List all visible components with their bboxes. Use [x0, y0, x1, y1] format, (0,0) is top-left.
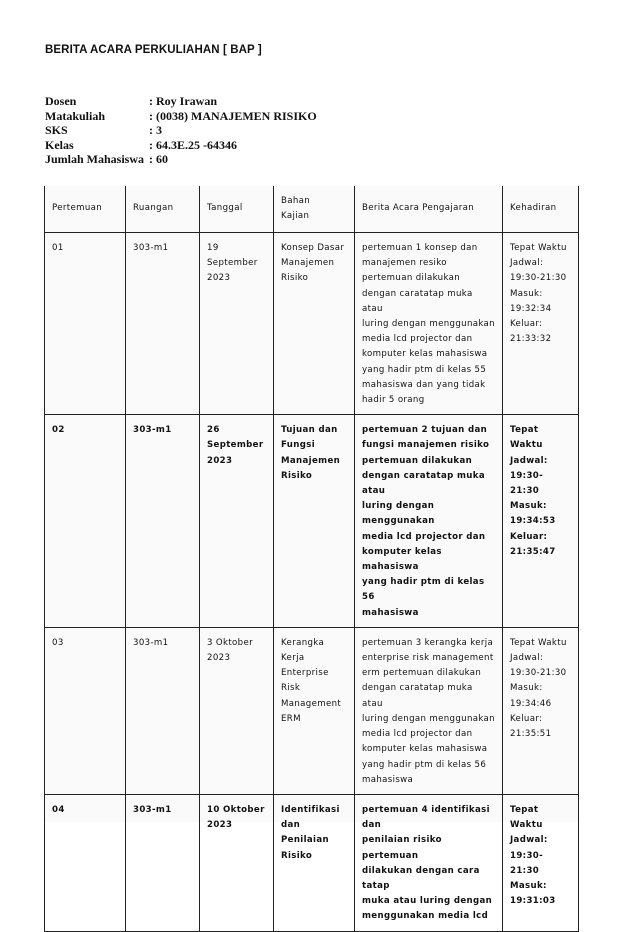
- table-row: [45, 794, 579, 931]
- cell-tanggal: 3 Oktober 2023: [200, 627, 274, 794]
- cell-berita-acara: pertemuan 4 identifikasi dan penilaian risiko pertemuan dilakukan dengan cara tatap muka atau luring dengan menggunakan media lcd: [355, 794, 503, 931]
- document-title: BERITA ACARA PERKULIAHAN [ BAP ]: [45, 44, 262, 56]
- info-row-sks: [45, 123, 317, 138]
- info-key: SKS: [45, 123, 68, 138]
- cell-tanggal: 10 Oktober 2023: [200, 794, 274, 931]
- cell-berita-acara: pertemuan 3 kerangka kerja enterprise risk management erm pertemuan dilakukan dengan caratatap muka atau luring dengan menggunakan media lcd projector dan komputer kelas mahasiswa yang hadir ptm di kelas 56 mahasiswa: [355, 627, 503, 794]
- table-row: [45, 627, 579, 794]
- info-key: Matakuliah: [45, 108, 106, 123]
- cell-berita-acara: pertemuan 2 tujuan dan fungsi manajemen risiko pertemuan dilakukan dengan caratatap muka atau luring dengan menggunakan media lcd projector dan komputer kelas mahasiswa yang hadir ptm di kelas 56 mahasiswa: [355, 415, 503, 628]
- attendance-table-container: [44, 186, 578, 922]
- info-row-jumlah-mahasiswa: [45, 152, 317, 167]
- info-key: Dosen: [45, 94, 77, 108]
- info-value: : 3: [149, 123, 162, 138]
- attendance-table: [44, 186, 579, 932]
- cell-kehadiran: Tepat Waktu Jadwal: 19:30-21:30 Masuk: 19:31:03: [503, 794, 579, 931]
- header-kehadiran: Kehadiran: [503, 186, 579, 233]
- cell-ruangan: 303-m1: [126, 415, 200, 628]
- course-info: [45, 94, 317, 167]
- info-row-kelas: [45, 138, 317, 153]
- info-row-matakuliah: [45, 109, 317, 124]
- header-tanggal: Tanggal: [200, 186, 274, 233]
- cell-ruangan: 303-m1: [126, 794, 200, 931]
- info-row-dosen: [45, 94, 317, 109]
- table-header-row: [45, 186, 579, 233]
- header-berita-acara: Berita Acara Pengajaran: [355, 186, 503, 233]
- info-value: : 64.3E.25 -64346: [149, 137, 237, 152]
- info-value: : Roy Irawan: [149, 94, 217, 108]
- cell-kehadiran: Tepat Waktu Jadwal: 19:30-21:30 Masuk: 19:34:53 Keluar: 21:35:47: [503, 415, 579, 628]
- cell-bahan-kajian: Identifikasi dan Penilaian Risiko: [274, 794, 355, 931]
- header-pertemuan: Pertemuan: [45, 186, 126, 233]
- cell-pertemuan: 01: [45, 233, 126, 415]
- cell-tanggal: 19 September 2023: [200, 233, 274, 415]
- cell-berita-acara: pertemuan 1 konsep dan manajemen resiko pertemuan dilakukan dengan caratatap muka atau luring dengan menggunakan media lcd projector dan komputer kelas mahasiswa yang hadir ptm di kelas 55 mahasiswa dan yang tidak hadir 5 orang: [355, 233, 503, 415]
- cell-ruangan: 303-m1: [126, 233, 200, 415]
- cell-bahan-kajian: Konsep Dasar Manajemen Risiko: [274, 233, 355, 415]
- cell-pertemuan: 04: [45, 794, 126, 931]
- cell-bahan-kajian: Kerangka Kerja Enterprise Risk Management ERM: [274, 627, 355, 794]
- cell-kehadiran: Tepat Waktu Jadwal: 19:30-21:30 Masuk: 19:32:34 Keluar: 21:33:32: [503, 233, 579, 415]
- info-value: : 60: [149, 152, 168, 167]
- info-value: : (0038) MANAJEMEN RISIKO: [149, 108, 317, 123]
- cell-pertemuan: 02: [45, 415, 126, 628]
- header-ruangan: Ruangan: [126, 186, 200, 233]
- header-bahan-kajian: Bahan Kajian: [274, 186, 355, 233]
- cell-bahan-kajian: Tujuan dan Fungsi Manajemen Risiko: [274, 415, 355, 628]
- cell-kehadiran: Tepat Waktu Jadwal: 19:30-21:30 Masuk: 19:34:46 Keluar: 21:35:51: [503, 627, 579, 794]
- table-row: [45, 233, 579, 415]
- cell-ruangan: 303-m1: [126, 627, 200, 794]
- cell-tanggal: 26 September 2023: [200, 415, 274, 628]
- cell-pertemuan: 03: [45, 627, 126, 794]
- info-key: Kelas: [45, 137, 74, 152]
- table-row: [45, 415, 579, 628]
- info-key: Jumlah Mahasiswa: [45, 152, 145, 167]
